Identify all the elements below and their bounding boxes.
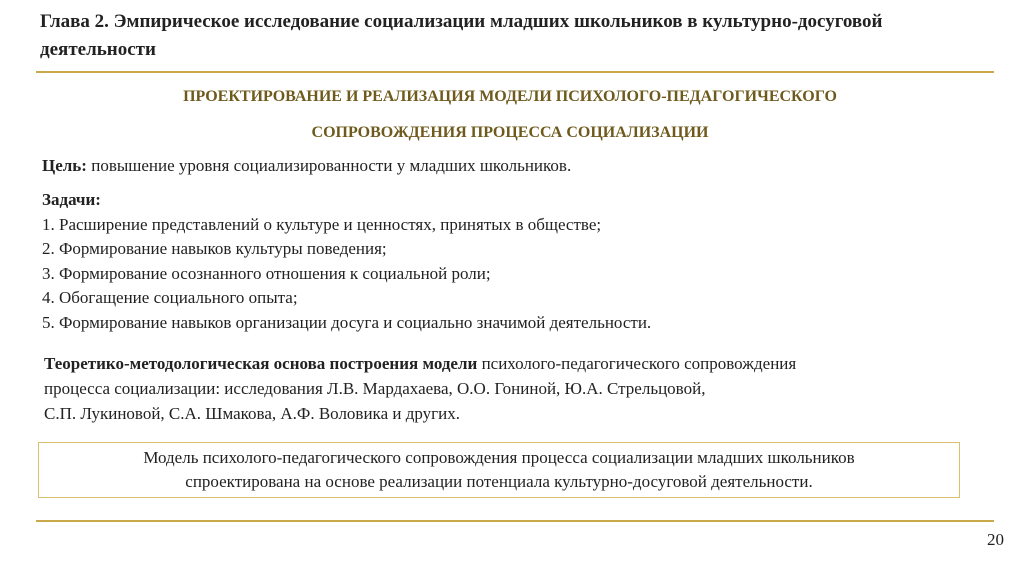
basis-text-3: С.П. Лукиновой, С.А. Шмакова, А.Ф. Воловика и других. <box>44 404 460 423</box>
basis-text-2: процесса социализации: исследования Л.В. Мардахаева, О.О. Гониной, Ю.А. Стрельцовой, <box>44 379 706 398</box>
task-item: 2. Формирование навыков культуры поведения; <box>42 239 387 259</box>
task-item: 1. Расширение представлений о культуре и ценностях, принятых в обществе; <box>42 214 602 234</box>
goal-paragraph <box>42 155 982 177</box>
basis-text-1: психолого-педагогического сопровождения <box>477 354 797 373</box>
task-item: 5. Формирование навыков организации досуга и социально значимой деятельности. <box>42 312 652 332</box>
task-item: 4. Обогащение социального опыта; <box>42 288 298 308</box>
model-line2: спроектирована на основе реализации потенциала культурно-досуговой деятельности. <box>185 472 813 491</box>
section-heading-line2: СОПРОВОЖДЕНИЯ ПРОЦЕССА СОЦИАЛИЗАЦИИ <box>311 124 709 141</box>
top-divider <box>36 71 994 73</box>
chapter-title: Глава 2. Эмпирическое исследование социализации младших школьников в культурно-досуговой деятельности <box>40 11 883 60</box>
model-summary-box <box>38 442 960 498</box>
page-number: 20 <box>987 530 1004 549</box>
model-line1: Модель психолого-педагогического сопровождения процесса социализации младших школьников <box>143 448 855 467</box>
goal-label: Цель: <box>42 156 87 175</box>
tasks-block <box>42 188 982 336</box>
task-item: 3. Формирование осознанного отношения к социальной роли; <box>42 263 491 283</box>
tasks-list <box>42 213 982 336</box>
section-heading-line1: ПРОЕКТИРОВАНИЕ И РЕАЛИЗАЦИЯ МОДЕЛИ ПСИХОЛОГО-ПЕДАГОГИЧЕСКОГО <box>183 88 837 105</box>
goal-text: повышение уровня социализированности у младших школьников. <box>86 156 572 175</box>
basis-label: Теоретико-методологическая основа построения модели <box>44 354 478 373</box>
tasks-label: Задачи: <box>42 190 101 209</box>
bottom-divider <box>36 520 994 522</box>
methodological-basis <box>44 351 1004 426</box>
